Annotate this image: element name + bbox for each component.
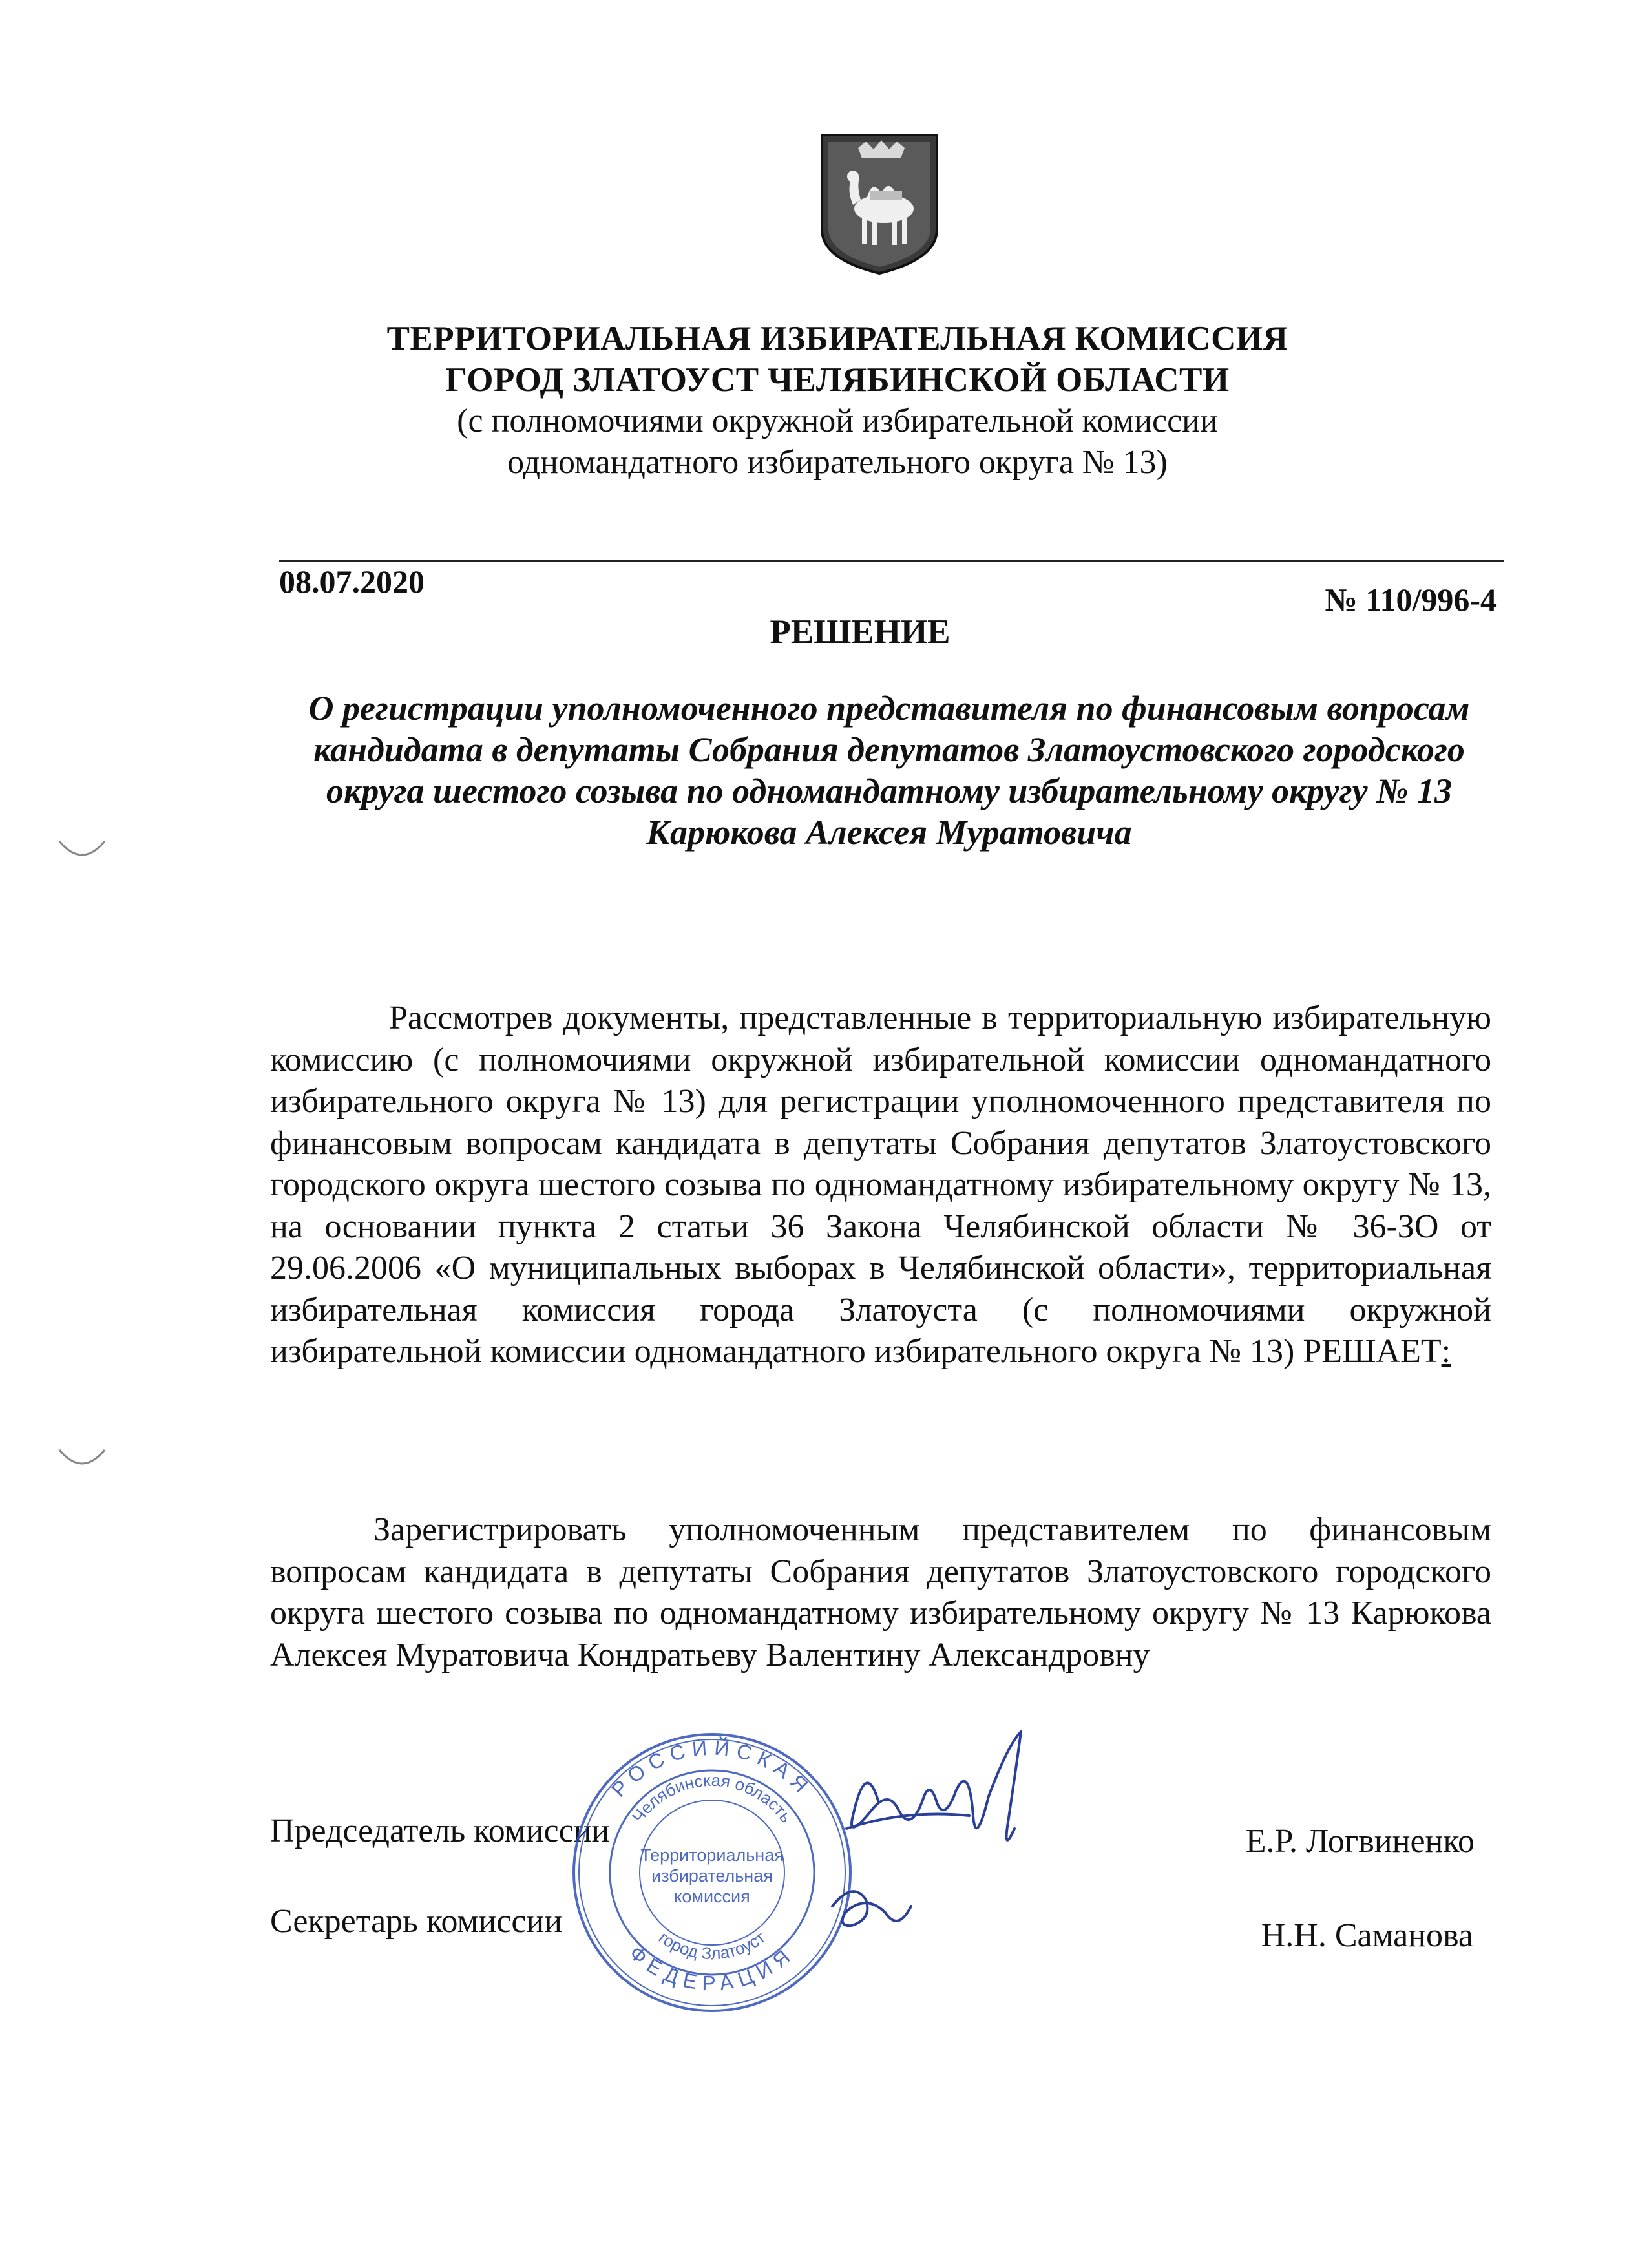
secretary-title: Секретарь комиссии	[270, 1903, 563, 1940]
stamp-region-text: Челябинская область	[627, 1770, 797, 1827]
stamp-city-text: город Златоуст	[655, 1927, 769, 1964]
header-divider	[279, 560, 1504, 562]
commission-name-line2: ГОРОД ЗЛАТОУСТ ЧЕЛЯБИНСКОЙ ОБЛАСТИ	[445, 361, 1230, 399]
chair-title: Председатель комиссии	[270, 1812, 610, 1849]
handwritten-signature	[775, 1719, 1111, 1977]
decision-subject: О регистрации уполномоченного представителя по финансовым вопросам кандидата в депутаты Собрания депутатов Златоустовского городского округа шестого созыва по одномандатному избирательному округу № 13 Карюкова Алексея Муратовича	[308, 689, 1470, 852]
svg-text:Челябинская область	[628, 1770, 796, 1826]
commission-powers-line2: одномандатного избирательного округа № 13)	[507, 444, 1168, 481]
secretary-name: Н.Н. Саманова	[1261, 1917, 1473, 1954]
stamp-center-line1: Территориальная	[640, 1845, 784, 1865]
commission-powers-line1: (с полномочиями окружной избирательной комиссии	[457, 403, 1218, 439]
preamble-text: Рассмотрев документы, представленные в территориальную избирательную комиссию (с полномочиями окружной избирательной комиссии одномандатного избирательного округа № 13) для регистрации уполномоченного представителя по финансовым вопросам кандидата в депутаты Собрания депутатов Златоустовского городского округа шестого созыва по одномандатному избирательному округу № 13, на основании пункта 2 статьи 36 Закона Челябинской области № 36-ЗО от 29.06.2006 «О муниципальных выборах в Челябинской области», территориальная избирательная комиссия города Златоуста (с полномочиями окружной избирательной комиссии одномандатного избирательного округа № 13)	[270, 1000, 1491, 1370]
hole-punch-mark	[57, 837, 107, 865]
document-type-title: РЕШЕНИЕ	[770, 613, 951, 651]
commission-name-line1: ТЕРРИТОРИАЛЬНАЯ ИЗБИРАТЕЛЬНАЯ КОМИССИЯ	[386, 320, 1288, 357]
chair-name: Е.Р. Логвиненко	[1245, 1823, 1475, 1860]
resolves-word: РЕШАЕТ	[1303, 1333, 1442, 1370]
stamp-center-line3: комиссия	[674, 1887, 750, 1906]
decision-date: 08.07.2020	[279, 563, 425, 600]
coat-of-arms-emblem	[819, 132, 940, 276]
resolution-paragraph: Зарегистрировать уполномоченным представителем по финансовым вопросам кандидата в депутаты Собрания депутатов Златоустовского городского округа шестого созыва по одномандатному избирательному округу № 13 Карюкова Алексея Муратовича Кондратьеву Валентину Александровну	[270, 1511, 1491, 1674]
svg-text:город Златоуст	[655, 1927, 769, 1963]
resolves-colon: :	[1441, 1333, 1451, 1370]
preamble-paragraph	[270, 998, 1491, 1373]
stamp-center-line2: избирательная	[651, 1866, 773, 1885]
hole-punch-mark	[57, 1446, 107, 1473]
stamp-outer-top-text: РОССИЙСКАЯ	[607, 1736, 817, 1801]
stamp-outer-bottom-text: ФЕДЕРАЦИЯ	[625, 1940, 799, 1995]
decision-number: № 110/996-4	[1325, 582, 1497, 618]
